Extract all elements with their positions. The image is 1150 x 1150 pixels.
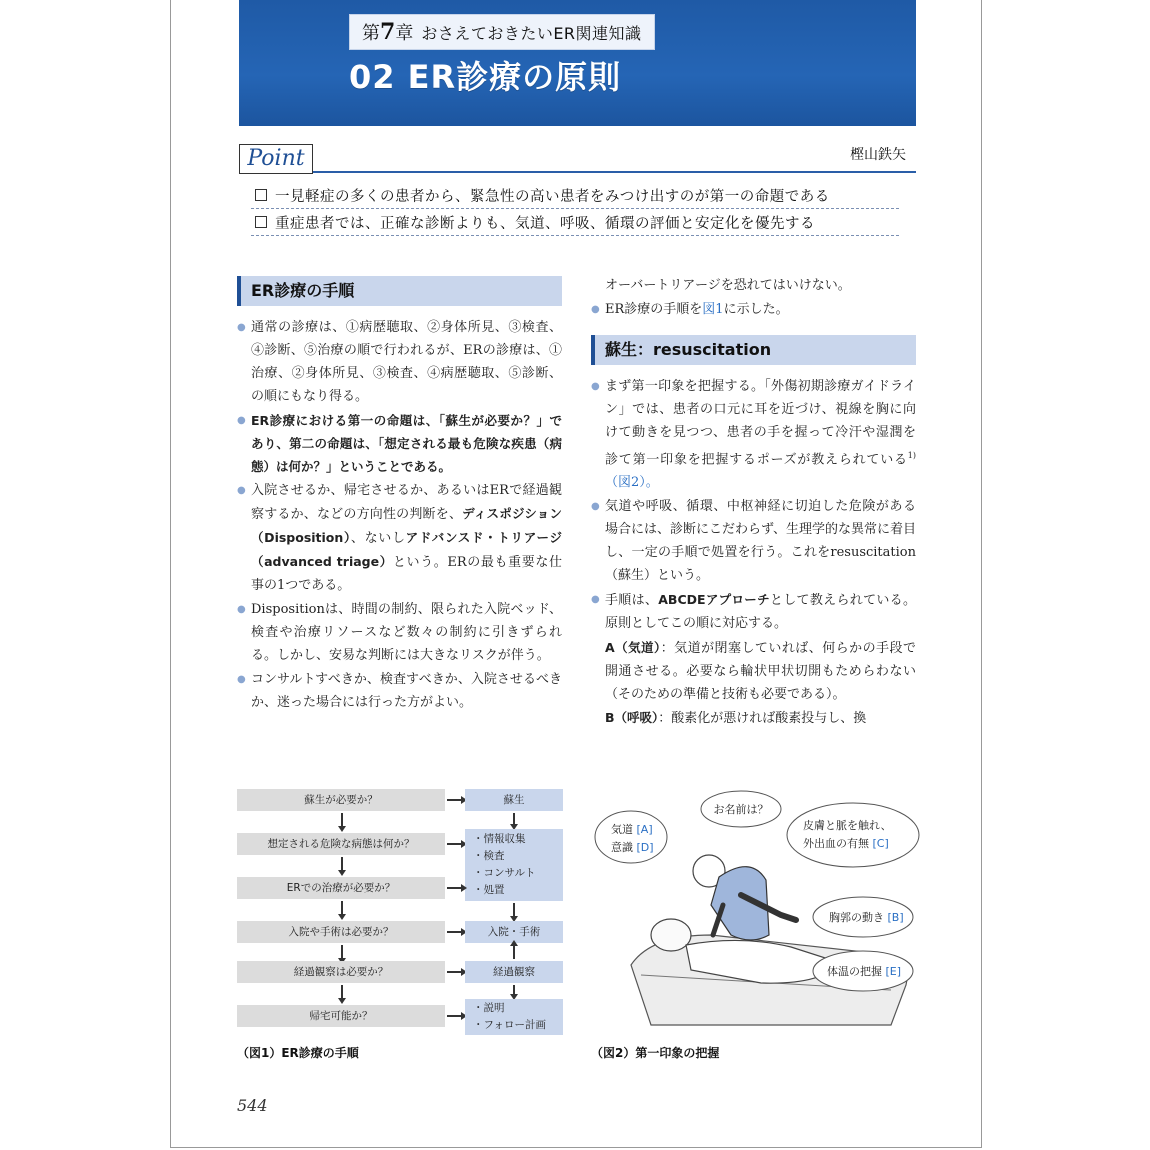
section-heading: ER診療の手順	[237, 276, 562, 306]
chapter-header	[239, 0, 916, 126]
point-list	[251, 182, 899, 236]
flow-answer: 蘇生	[465, 789, 563, 811]
paragraph: ● 手順は、ABCDEアプローチとして教えられている。原則としてこの順に対応する。	[591, 588, 916, 635]
chapter-title: おさえておきたいER関連知識	[421, 24, 642, 43]
list-item: ・説明	[473, 1002, 505, 1014]
list-item: ・情報収集	[473, 833, 526, 845]
paragraph: ● 通常の診療は、①病歴聴取、②身体所見、③検査、④診断、⑤治療の順で行われるが、ERの診療は、①治療、②身体所見、③検査、④病歴聴取、⑤診断、の順にもなり得る。	[237, 316, 562, 408]
arrow-right-icon	[447, 971, 463, 973]
speech-text: お名前は？	[713, 803, 769, 816]
flow-answer: 経過観察	[465, 961, 563, 983]
abcde-b: B（呼吸）：酸素化が悪ければ酸素投与し、換	[605, 710, 867, 727]
list-item: ・コンサルト	[473, 867, 536, 879]
arrow-right-icon	[447, 1015, 463, 1017]
arrow-down-icon	[341, 813, 343, 827]
arrow-down-icon	[341, 985, 343, 999]
paragraph: ● 気道や呼吸、循環、中枢神経に切迫した危険がある場合には、診断にこだわらず、生理学的な異常に着目し、一定の手順で処置を行う。これをresuscitation（蘇生）という。	[591, 495, 916, 587]
point-label: Point	[239, 144, 313, 174]
flowchart	[237, 785, 567, 1040]
point-text: 重症患者では、正確な診断よりも、気道、呼吸、循環の評価と安定化を優先する	[275, 215, 815, 232]
paragraph: ● まず第一印象を把握する。「外傷初期診療ガイドライン」では、患者の口元に耳を近づけ、視線を胸に向けて動きを見つつ、患者の手を握って冷汗や湿潤を診て第一印象を把握するポーズが教えられている$^{1)}$（図2）。	[591, 375, 916, 494]
chapter-number: 第7章	[362, 19, 414, 45]
flow-answer-list	[465, 829, 563, 901]
first-impression-illustration	[591, 785, 921, 1040]
figure-caption: （図2）第一印象の把握	[591, 1046, 720, 1060]
paragraph: オーバートリアージを恐れてはいけない。	[605, 278, 851, 293]
page	[170, 0, 982, 1148]
patient-head-icon	[651, 919, 691, 951]
arrow-down-icon	[341, 901, 343, 915]
flow-question: 想定される危険な病態は何か？	[237, 833, 445, 855]
paragraph: ● Dispositionは、時間の制約、限られた入院ベッド、検査や治療リソースなど数々の制約に引きずられる。しかし、安易な判断には大きなリスクが伴う。	[237, 598, 562, 667]
svg-text:胸郭の動き [B]: 胸郭の動き [B]	[829, 911, 904, 924]
paragraph: ● ER診療における第一の命題は、「蘇生が必要か？」であり、第二の命題は、「想定される最も危険な疾患（病態）は何か？」ということである。	[237, 409, 562, 478]
flow-question: 経過観察は必要か？	[237, 961, 445, 983]
list-item: ・フォロー計画	[473, 1019, 546, 1031]
svg-text:気道 [A]: 気道 [A]	[611, 823, 653, 836]
svg-text:皮膚と脈を触れ、: 皮膚と脈を触れ、	[803, 819, 892, 832]
arrow-right-icon	[447, 887, 463, 889]
flow-question: 帰宅可能か？	[237, 1005, 445, 1027]
svg-text:意識 [D]: 意識 [D]	[611, 841, 654, 854]
figure-ref: 図1	[702, 302, 724, 317]
point-rule	[313, 171, 916, 173]
point-item	[251, 209, 899, 236]
arrow-down-icon	[341, 857, 343, 871]
arrow-down-icon	[341, 945, 343, 959]
abcde-a: A（気道）：気道が閉塞していれば、何らかの手段で開通させる。必要なら輪状甲状切開もためらわない（そのための準備と技術も必要である）。	[605, 640, 916, 703]
figure-caption: （図1）ER診療の手順	[237, 1046, 359, 1060]
right-column	[591, 274, 916, 730]
chapter-tag	[349, 14, 655, 50]
point-header	[239, 144, 916, 174]
paragraph: ● コンサルトすべきか、検査すべきか、入院させるべきか、迷った場合には行った方がよい。	[237, 668, 562, 714]
list-item: ・検査	[473, 850, 505, 862]
page-number: 544	[237, 1096, 268, 1115]
thought-bubble	[595, 811, 667, 863]
checkbox-icon	[255, 216, 267, 228]
flow-question: 入院や手術は必要か？	[237, 921, 445, 943]
arrow-right-icon	[447, 799, 463, 801]
arrow-down-icon	[513, 985, 515, 995]
author-name: 樫山鉄矢	[850, 147, 906, 163]
section-title: 02 ER診療の原則	[349, 58, 622, 96]
list-item: ・処置	[473, 884, 505, 896]
thought-bubble	[787, 803, 919, 867]
paragraph: ● 入院させるか、帰宅させるか、あるいはERで経過観察するか、などの方向性の判断を、ディスポジション（Disposition）、ないしアドバンスド・トリアージ（advanced triage）という。ERの最も重要な仕事の1つである。	[237, 479, 562, 597]
arrow-up-icon	[513, 945, 515, 959]
point-text: 一見軽症の多くの患者から、緊急性の高い患者をみつけ出すのが第一の命題である	[275, 188, 830, 205]
arrow-down-icon	[513, 813, 515, 825]
paragraph: ● ER診療の手順を図1に示した。	[591, 298, 916, 321]
point-item	[251, 182, 899, 209]
illustration-svg	[591, 785, 921, 1040]
svg-text:外出血の有無 [C]: 外出血の有無 [C]	[803, 837, 889, 850]
checkbox-icon	[255, 189, 267, 201]
arrow-right-icon	[447, 843, 463, 845]
svg-text:体温の把握 [E]: 体温の把握 [E]	[827, 965, 902, 978]
flow-answer-list	[465, 999, 563, 1035]
arrow-down-icon	[513, 903, 515, 917]
section-heading: 蘇生：resuscitation	[591, 335, 916, 365]
left-column	[237, 276, 562, 715]
flow-question: 蘇生が必要か？	[237, 789, 445, 811]
flow-question: ERでの治療が必要か？	[237, 877, 445, 899]
arrow-right-icon	[447, 931, 463, 933]
flow-answer: 入院・手術	[465, 921, 563, 943]
